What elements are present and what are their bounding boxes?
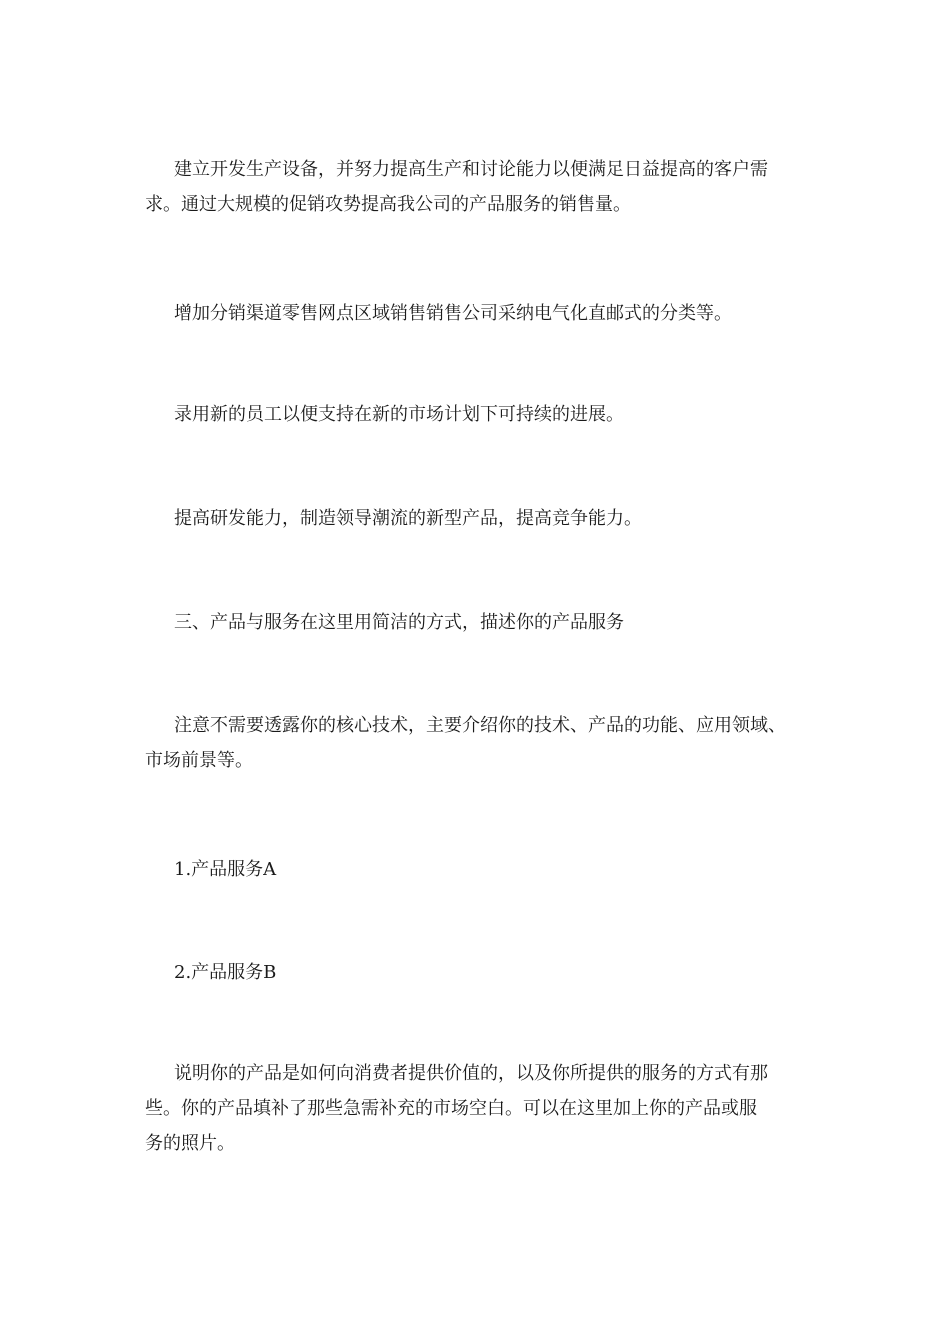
list-item-product-b (145, 955, 825, 990)
paragraph-line: 增加分销渠道零售网点区域销售销售公司采纳电气化直邮式的分类等。 (174, 303, 732, 324)
heading-line: 三、产品与服务在这里用简洁的方式，描述你的产品服务 (174, 612, 624, 633)
paragraph-line: 些。你的产品填补了那些急需补充的市场空白。可以在这里加上你的产品或服 (145, 1098, 757, 1119)
list-item-text: 2.产品服务B (174, 962, 277, 983)
paragraph-hiring (145, 397, 825, 432)
paragraph-line: 说明你的产品是如何向消费者提供价值的，以及你所提供的服务的方式有那 (174, 1063, 768, 1084)
paragraph-line: 提高研发能力，制造领导潮流的新型产品，提高竞争能力。 (174, 508, 642, 529)
list-item-text: 1.产品服务A (174, 859, 277, 880)
list-item-product-a (145, 852, 825, 887)
paragraph-value-description (145, 1056, 825, 1161)
paragraph-rnd (145, 501, 825, 536)
paragraph-production-capacity (145, 152, 825, 222)
section-heading-products-services (145, 605, 825, 640)
paragraph-line: 务的照片。 (145, 1133, 235, 1154)
paragraph-core-tech-note (145, 708, 825, 778)
paragraph-line: 市场前景等。 (145, 750, 253, 771)
paragraph-distribution-channels (145, 296, 825, 331)
paragraph-line: 录用新的员工以便支持在新的市场计划下可持续的进展。 (174, 404, 624, 425)
paragraph-line: 建立开发生产设备，并努力提高生产和讨论能力以便满足日益提高的客户需 (174, 159, 768, 180)
paragraph-line: 求。通过大规模的促销攻势提高我公司的产品服务的销售量。 (145, 194, 631, 215)
paragraph-line: 注意不需要透露你的核心技术，主要介绍你的技术、产品的功能、应用领域、 (174, 715, 786, 736)
